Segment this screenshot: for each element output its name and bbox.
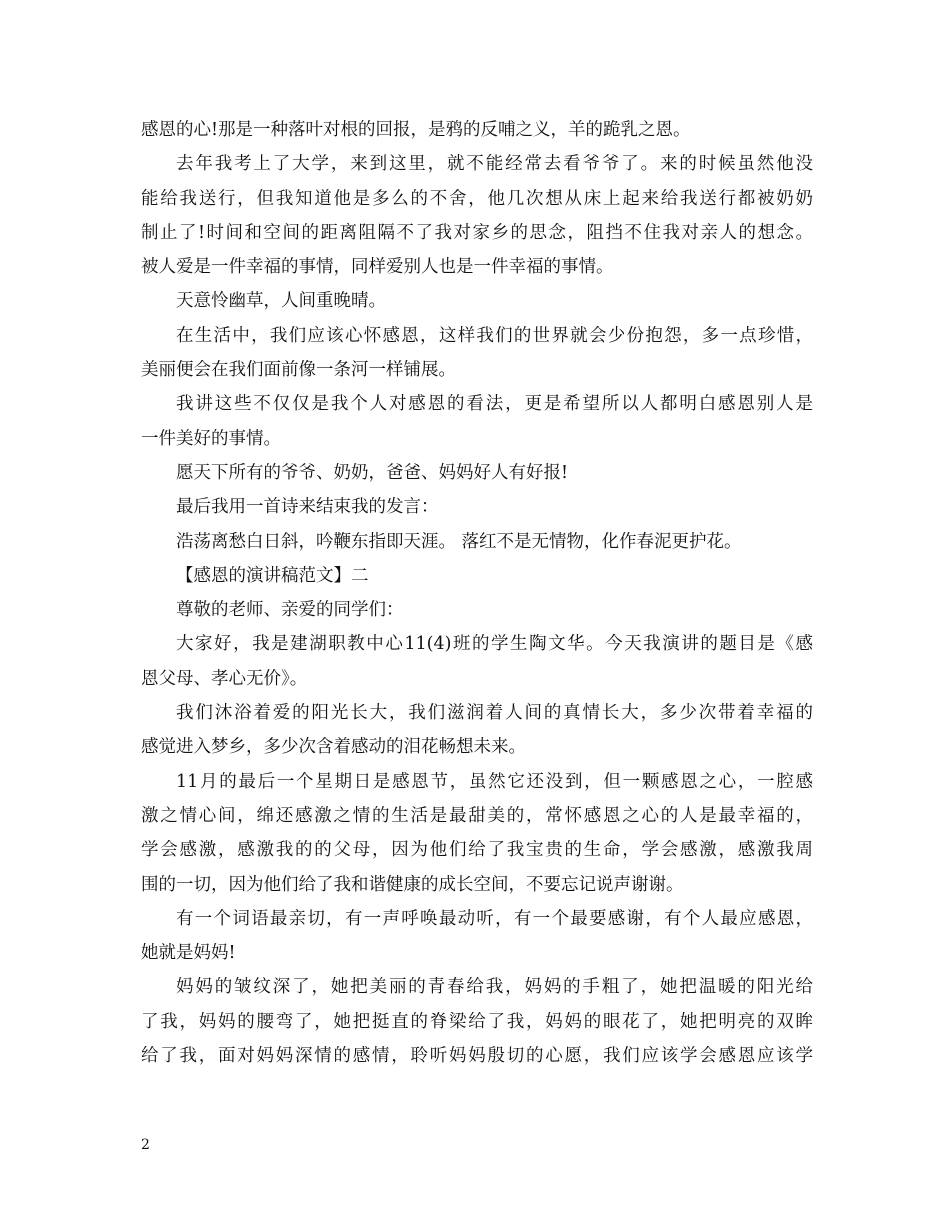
text-line: 制止了!时间和空间的距离阻隔不了我对家乡的思念，阻挡不住我对亲人的想念。 (141, 222, 813, 243)
text-line: 有一个词语最亲切，有一声呼唤最动听，有一个最要感谢，有个人最应感恩， (176, 908, 813, 929)
text-line: 浩荡离愁白日斜，吟鞭东指即天涯。 落红不是无情物，化作春泥更护花。 (176, 531, 742, 552)
text-line: 被人爱是一件幸福的事情，同样爱别人也是一件幸福的事情。 (141, 257, 614, 278)
text-line: 美丽便会在我们面前像一条河一样铺展。 (141, 360, 456, 381)
text-line: 恩父母、孝心无价》。 (141, 668, 308, 689)
text-line: 最后我用一首诗来结束我的发言： (176, 497, 439, 518)
text-line: 尊敬的老师、亲爱的同学们： (176, 600, 404, 621)
text-line: 给了我，面对妈妈深情的感情，聆听妈妈殷切的心愿，我们应该学会感恩应该学 (141, 1046, 813, 1067)
text-line: 感觉进入梦乡，多少次含着感动的泪花畅想未来。 (141, 737, 526, 758)
text-line: 激之情心间，绵还感激之情的生活是最甜美的，常怀感恩之心的人是最幸福的， (141, 805, 813, 826)
page-number: 2 (141, 1137, 150, 1153)
text-line: 天意怜幽草，人间重晚晴。 (176, 291, 386, 312)
document-body (141, 113, 813, 1073)
text-line: 感恩的心!那是一种落叶对根的回报，是鸦的反哺之义，羊的跪乳之恩。 (141, 120, 691, 140)
text-line: 在生活中，我们应该心怀感恩，这样我们的世界就会少份抱怨，多一点珍惜， (176, 325, 813, 346)
text-line: 一件美好的事情。 (141, 428, 281, 449)
text-line: 她就是妈妈! (141, 943, 236, 964)
text-line: 11月的最后一个星期日是感恩节，虽然它还没到，但一颗感恩之心，一腔感 (176, 771, 813, 792)
text-line: 我讲这些不仅仅是我个人对感恩的看法，更是希望所以人都明白感恩别人是 (176, 394, 813, 415)
text-line: 去年我考上了大学，来到这里，就不能经常去看爷爷了。来的时候虽然他没 (176, 154, 813, 175)
text-line: 愿天下所有的爷爷、奶奶，爸爸、妈妈好人有好报! (176, 462, 569, 483)
text-line: 我们沐浴着爱的阳光长大，我们滋润着人间的真情长大，多少次带着幸福的 (176, 703, 813, 724)
text-line: 大家好，我是建湖职教中心11(4)班的学生陶文华。今天我演讲的题目是《感 (176, 634, 813, 655)
text-line: 能给我送行，但我知道他是多么的不舍，他几次想从床上起来给我送行都被奶奶 (141, 188, 813, 209)
text-line: 围的一切，因为他们给了我和谐健康的成长空间，不要忘记说声谢谢。 (141, 874, 684, 895)
text-line: 了我，妈妈的腰弯了，她把挺直的脊梁给了我，妈妈的眼花了，她把明亮的双眸 (141, 1011, 813, 1032)
section-heading: 【感恩的演讲稿范文】二 (176, 565, 369, 586)
text-line: 学会感激，感激我的的父母，因为他们给了我宝贵的生命，学会感激，感激我周 (141, 840, 813, 861)
text-line: 妈妈的皱纹深了，她把美丽的青春给我，妈妈的手粗了，她把温暖的阳光给 (176, 977, 813, 998)
